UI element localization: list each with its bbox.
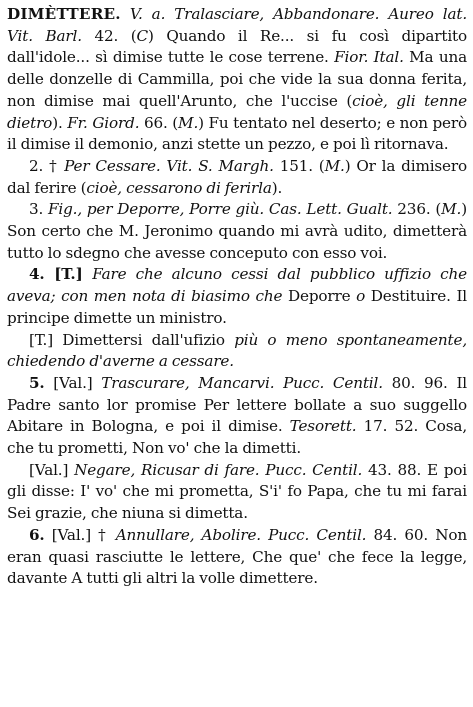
text-run: ). bbox=[271, 178, 283, 197]
italic-run: C bbox=[136, 26, 148, 45]
text-run: 84. 60. Non eran quasi rasciutte le lettere, Che que' che fece la legge, davante A tutti gli altri la volle dimettere. bbox=[7, 525, 467, 588]
text-run: 3. bbox=[29, 200, 49, 219]
italic-run: Negare, Ricusar di fare. Pucc. Centil. bbox=[74, 460, 363, 479]
text-run: ) Quando il Re... si fu così dipartito dall'idole... sì dimise tutte le cose terrene. bbox=[7, 26, 467, 67]
text-run: 80. 96. Il Padre santo lor promise Per lettere bollate a suo suggello Abitare in Bologna, e poi il dimise. bbox=[7, 373, 468, 436]
italic-run: più o meno spontaneamente, chiedendo d'averne a cessare. bbox=[7, 330, 467, 371]
italic-run: Trascurare, Mancarvi. Pucc. Centil. bbox=[101, 373, 383, 392]
text-run: Destituire. Il principe dimette un ministro. bbox=[7, 287, 467, 327]
sense-3 bbox=[7, 199, 467, 264]
text-run: ) Son certo che M. Jeronimo quando mi avrà udito, dimetterà tutto lo sdegno che avesse conceputo con esso voi. bbox=[7, 200, 467, 262]
text-run: 2. † bbox=[29, 156, 65, 175]
text-run: 17. 52. Cosa, che tu prometti, Non vo' che la dimetti. bbox=[7, 417, 467, 458]
text-run: [Val.] bbox=[29, 460, 75, 479]
italic-run: Fior. Ital. bbox=[334, 48, 404, 67]
text-run: 236. ( bbox=[392, 200, 442, 219]
sense-number: 4. [T.] bbox=[29, 265, 93, 284]
italic-run: V. a. Tralasciare, Abbandonare. Aureo lat. Vit. Barl. bbox=[7, 5, 467, 45]
text-run: 42. ( bbox=[81, 26, 137, 45]
sense-5-sub bbox=[7, 460, 467, 525]
italic-run: cioè, cessarono di ferirla bbox=[86, 178, 272, 197]
italic-run: Per Cessare. Vit. S. Margh. bbox=[64, 156, 274, 175]
sense-number: 6. bbox=[29, 525, 45, 544]
italic-run: o bbox=[356, 287, 366, 306]
text-run: ) Fu tentato nel deserto; e non però il dimise il demonio, anzi stette un pezzo, e poi lì ritornava. bbox=[7, 113, 467, 154]
italic-run: Tesorett. bbox=[289, 417, 357, 436]
text-run bbox=[121, 5, 130, 23]
italic-run: cioè, gli tenne dietro bbox=[7, 91, 467, 132]
text-run: [Val.] † bbox=[44, 525, 116, 544]
text-run: 66. ( bbox=[139, 113, 179, 132]
text-run: Deporre bbox=[282, 287, 357, 306]
sense-4 bbox=[7, 264, 467, 329]
italic-run: Fig., per Deporre, Porre giù. Cas. Lett. Gualt. bbox=[48, 200, 393, 219]
sense-number: 5. bbox=[29, 373, 45, 392]
italic-run: M. bbox=[441, 200, 462, 219]
text-run: 151. ( bbox=[273, 156, 325, 175]
italic-run: M. bbox=[324, 156, 345, 175]
text-run: [Val.] bbox=[44, 373, 102, 392]
italic-run: M. bbox=[178, 113, 199, 132]
text-run: Ma una delle donzelle di Cammilla, poi che vide la sua donna ferita, non dimise mai quell'Arunto, che l'uccise ( bbox=[7, 48, 467, 110]
sense-6 bbox=[7, 525, 467, 590]
sense-5 bbox=[7, 373, 467, 460]
text-run: ). bbox=[52, 113, 68, 132]
text-run: 43. 88. E poi gli disse: I' vo' che mi prometta, S'i' fo Papa, che tu mi farai Sei grazie, che niuna si dimetta. bbox=[7, 460, 467, 523]
sense-4-sub bbox=[7, 330, 467, 373]
entry-paragraph-main bbox=[7, 4, 467, 156]
text-run: ) Or la dimisero dal ferire ( bbox=[7, 156, 468, 197]
italic-run: Fare che alcuno cessi dal pubblico uffizio che aveva; con men nota di biasimo che bbox=[7, 265, 467, 306]
sense-2 bbox=[7, 156, 467, 199]
italic-run: Annullare, Abolire. Pucc. Centil. bbox=[115, 525, 367, 544]
entry-headword: DIMÈTTERE. bbox=[7, 5, 121, 23]
italic-run: Fr. Giord. bbox=[67, 113, 140, 132]
text-run: [T.] Dimettersi dall'ufizio bbox=[29, 330, 235, 349]
